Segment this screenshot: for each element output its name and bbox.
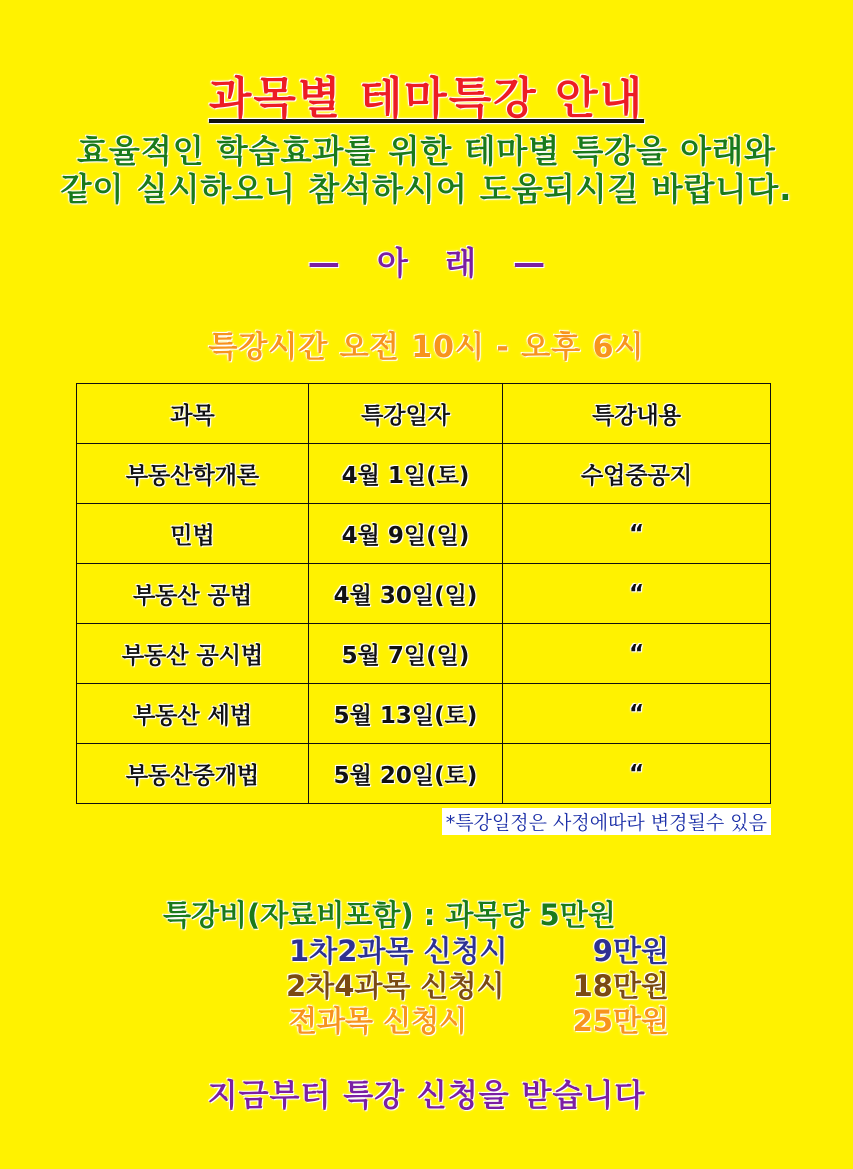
table-row [77,684,771,744]
schedule-change-note: *특강일정은 사정에따라 변경될수 있음 [442,808,771,835]
fee-row-2nd-4-subjects [286,968,669,1004]
table-row [77,624,771,684]
header-date: 특강일자 [309,384,503,444]
table-row [77,744,771,804]
page-title: 과목별 테마특강 안내 [208,73,645,124]
schedule-table [76,383,771,804]
intro-line-1: 효율적인 학습효과를 위한 테마별 특강을 아래와 [77,132,776,170]
cell-subject: 부동산 공시법 [77,624,309,684]
fee-per-subject: 특강비(자료비포함) : 과목당 5만원 [163,898,616,932]
table-row [77,504,771,564]
cell-content: “ [503,624,771,684]
fee-row-1st-2-subjects [289,933,669,969]
cell-date: 5월 20일(토) [309,744,503,804]
cell-content: 수업중공지 [503,444,771,504]
cell-date: 4월 9일(일) [309,504,503,564]
header-subject: 과목 [77,384,309,444]
fee-label: 1차2과목 신청시 [289,934,508,968]
lecture-time: 특강시간 오전 10시 - 오후 6시 [208,330,645,365]
cell-content: “ [503,504,771,564]
intro-line-2: 같이 실시하오니 참석하시어 도움되시길 바랍니다. [60,170,793,208]
cell-date: 5월 7일(일) [309,624,503,684]
table-row [77,444,771,504]
cell-subject: 부동산 공법 [77,564,309,624]
cell-content: “ [503,684,771,744]
cell-content: “ [503,564,771,624]
header-content: 특강내용 [503,384,771,444]
cell-date: 4월 30일(일) [309,564,503,624]
cell-subject: 부동산 세법 [77,684,309,744]
fee-amount: 25만원 [572,1004,669,1038]
cell-subject: 부동산중개법 [77,744,309,804]
fee-amount: 9만원 [592,934,669,968]
section-heading-arae: — 아 래 — [307,244,546,282]
cell-content: “ [503,744,771,804]
fee-row-all-subjects [289,1003,669,1039]
cell-subject: 민법 [77,504,309,564]
table-row [77,564,771,624]
cell-subject: 부동산학개론 [77,444,309,504]
cell-date: 4월 1일(토) [309,444,503,504]
table-header-row [77,384,771,444]
fee-label: 2차4과목 신청시 [286,969,505,1003]
cell-date: 5월 13일(토) [309,684,503,744]
fee-amount: 18만원 [572,969,669,1003]
fee-label: 전과목 신청시 [289,1004,468,1038]
closing-message: 지금부터 특강 신청을 받습니다 [207,1078,646,1114]
